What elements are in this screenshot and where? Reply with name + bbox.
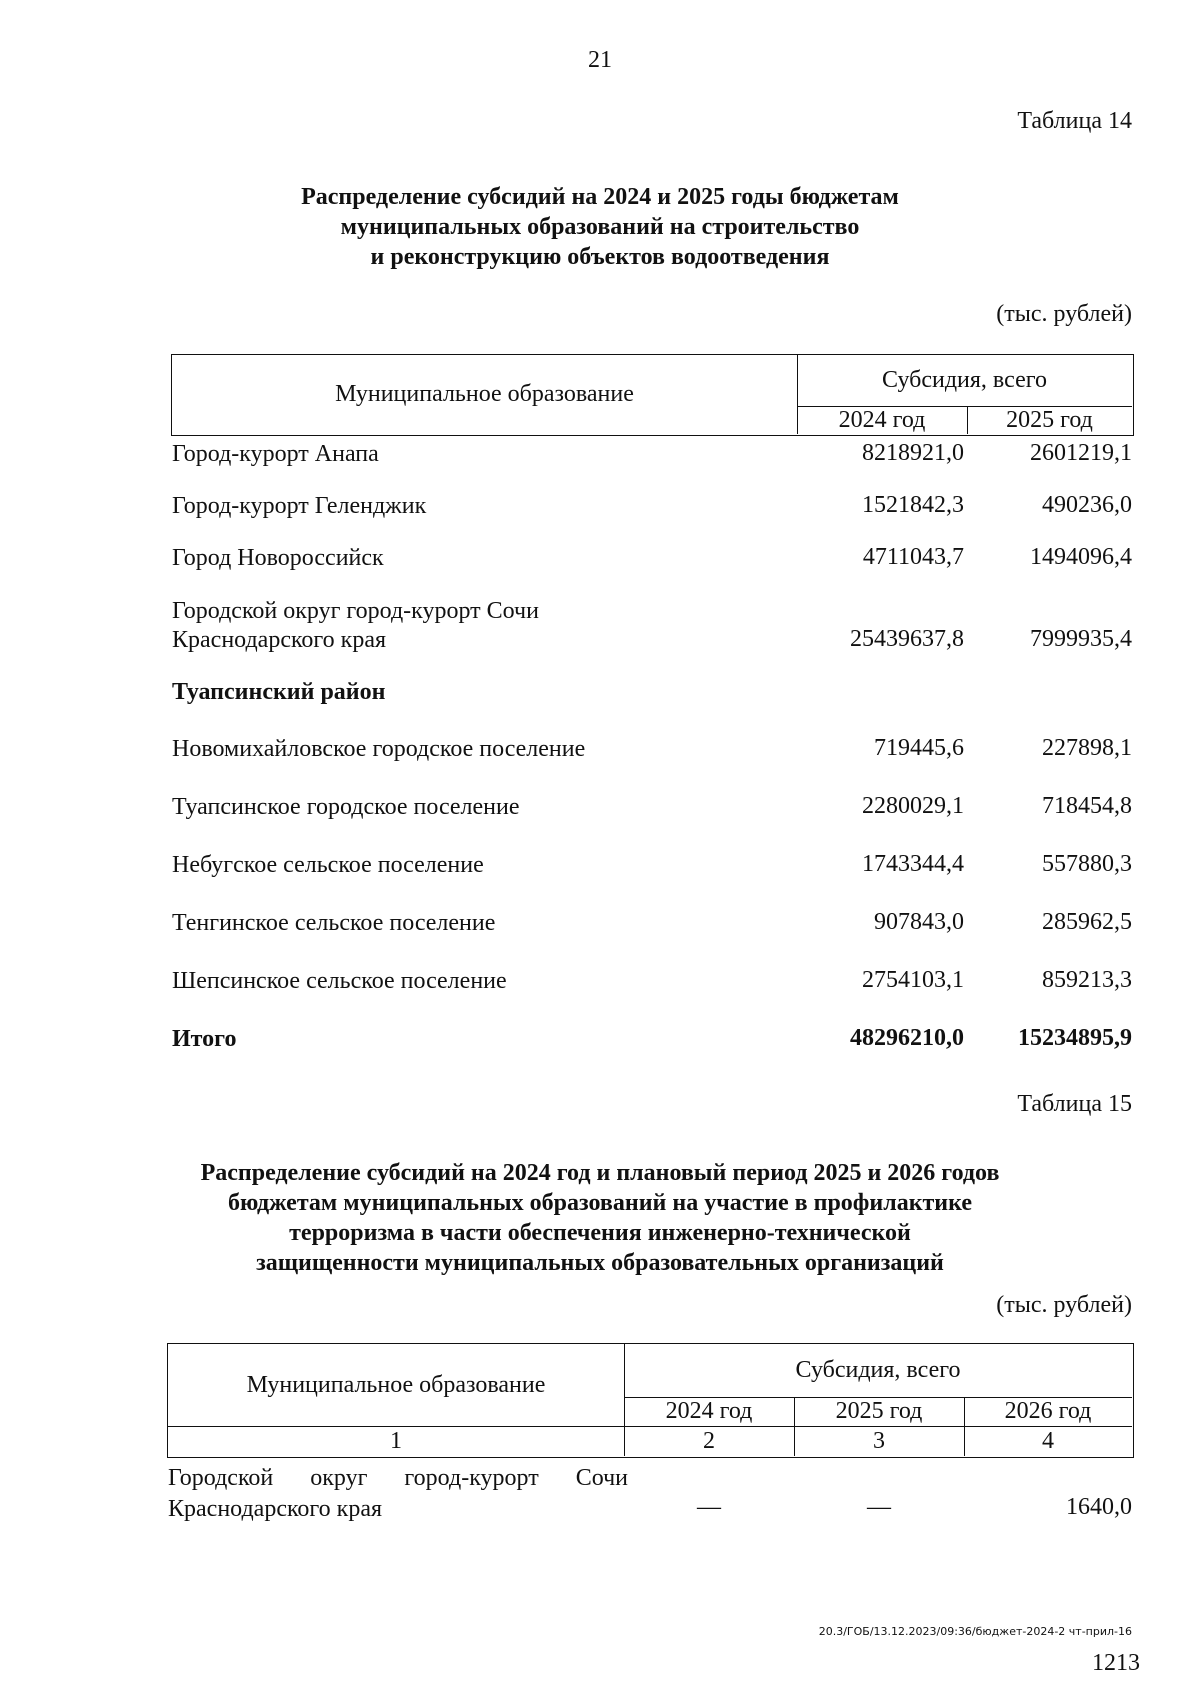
table14-title-line-3: и реконструкцию объектов водоотведения — [370, 244, 830, 270]
row-value-2025: — — [867, 1494, 891, 1520]
total-value-2025: 15234895,9 — [1018, 1025, 1132, 1051]
table15-label: Таблица 15 — [1017, 1091, 1132, 1117]
row-value-2025: 2601219,1 — [1030, 440, 1132, 466]
row-value-2025: 7999935,4 — [1030, 626, 1132, 652]
table14-header — [171, 354, 1134, 436]
row-name: Туапсинское городское поселение — [172, 794, 520, 820]
row-value-2024: — — [697, 1494, 721, 1520]
row-value-2025: 859213,3 — [1042, 967, 1132, 993]
table14-title-line-2: муниципальных образований на строительство — [340, 214, 860, 240]
table15-col-number-2: 2 — [703, 1427, 715, 1454]
total-name: Итого — [172, 1026, 237, 1052]
row-value-2025: 557880,3 — [1042, 851, 1132, 877]
row-name: Город-курорт Анапа — [172, 441, 379, 467]
row-name: Новомихайловское городское поселение — [172, 736, 586, 762]
row-value-2024: 8218921,0 — [862, 440, 964, 466]
row-value-2024: 1743344,4 — [862, 851, 964, 877]
table14-header-year-2024: 2024 год — [838, 406, 926, 433]
row-name: Небугское сельское поселение — [172, 852, 484, 878]
table15-title-line-2: бюджетам муниципальных образований на участие в профилактике — [227, 1190, 973, 1216]
row-name-line-2: Краснодарского края — [168, 1496, 383, 1522]
total-value-2024: 48296210,0 — [850, 1025, 964, 1051]
table15-title — [0, 1158, 1200, 1278]
table15-units: (тыс. рублей) — [996, 1292, 1132, 1318]
section-name: Туапсинский район — [172, 679, 386, 705]
row-name: Город-курорт Геленджик — [172, 493, 427, 519]
row-name: Город Новороссийск — [172, 545, 384, 571]
row-value-2024: 907843,0 — [874, 909, 964, 935]
table14-header-year-2025: 2025 год — [1006, 406, 1093, 433]
row-name: Тенгинское сельское поселение — [172, 910, 496, 936]
table14-label: Таблица 14 — [1017, 108, 1132, 134]
document-code: 20.3/ГОБ/13.12.2023/09:36/бюджет-2024-2 чт-прил-16 — [818, 1625, 1132, 1638]
table15-col-number-3: 3 — [873, 1427, 885, 1454]
row-name — [168, 1463, 628, 1525]
table-row — [168, 1463, 1132, 1527]
row-name-line-1: Городской округ город-курорт Сочи — [168, 1465, 628, 1491]
row-value-2025: 718454,8 — [1042, 793, 1132, 819]
table15-col-number-1: 1 — [390, 1427, 402, 1454]
row-value-2025: 490236,0 — [1042, 492, 1132, 518]
row-value-2025: 227898,1 — [1042, 735, 1132, 761]
table15-header-year-2024: 2024 год — [665, 1398, 753, 1424]
table14-title — [0, 182, 1200, 272]
table15-header-municipality: Муниципальное образование — [246, 1371, 546, 1398]
row-value-2024: 2280029,1 — [862, 793, 964, 819]
row-name-line-1: Городской округ город-курорт Сочи — [172, 598, 539, 624]
table14-units: (тыс. рублей) — [996, 301, 1132, 327]
table15-col-number-4: 4 — [1042, 1427, 1054, 1454]
table14-header-municipality: Муниципальное образование — [335, 381, 634, 407]
table15-header — [167, 1343, 1134, 1458]
page-number: 21 — [588, 47, 612, 73]
row-value-2024: 2754103,1 — [862, 967, 964, 993]
row-name: Шепсинское сельское поселение — [172, 968, 507, 994]
row-value-2024: 719445,6 — [874, 735, 964, 761]
table15-title-line-1: Распределение субсидий на 2024 год и плановый период 2025 и 2026 годов — [200, 1160, 1000, 1186]
row-value-2024: 4711043,7 — [862, 544, 964, 570]
table15-title-line-4: защищенности муниципальных образовательных организаций — [256, 1250, 944, 1276]
table15-header-year-2026: 2026 год — [1004, 1398, 1092, 1424]
table14-header-subsidy: Субсидия, всего — [882, 367, 1047, 393]
row-value-2025: 1494096,4 — [1030, 544, 1132, 570]
table15-title-line-3: терроризма в части обеспечения инженерно-технической — [289, 1220, 911, 1246]
row-name — [172, 597, 692, 655]
row-value-2024: 25439637,8 — [850, 626, 964, 652]
table15-header-year-2025: 2025 год — [835, 1398, 923, 1424]
table-row — [172, 597, 1132, 657]
table14-title-line-1: Распределение субсидий на 2024 и 2025 годы бюджетам — [301, 184, 899, 210]
table15-header-subsidy: Субсидия, всего — [795, 1357, 961, 1383]
sheet-number: 1213 — [1092, 1650, 1140, 1676]
row-value-2026: 1640,0 — [1066, 1494, 1132, 1520]
row-value-2025: 285962,5 — [1042, 909, 1132, 935]
row-value-2024: 1521842,3 — [862, 492, 964, 518]
row-name-line-2: Краснодарского края — [172, 627, 387, 653]
